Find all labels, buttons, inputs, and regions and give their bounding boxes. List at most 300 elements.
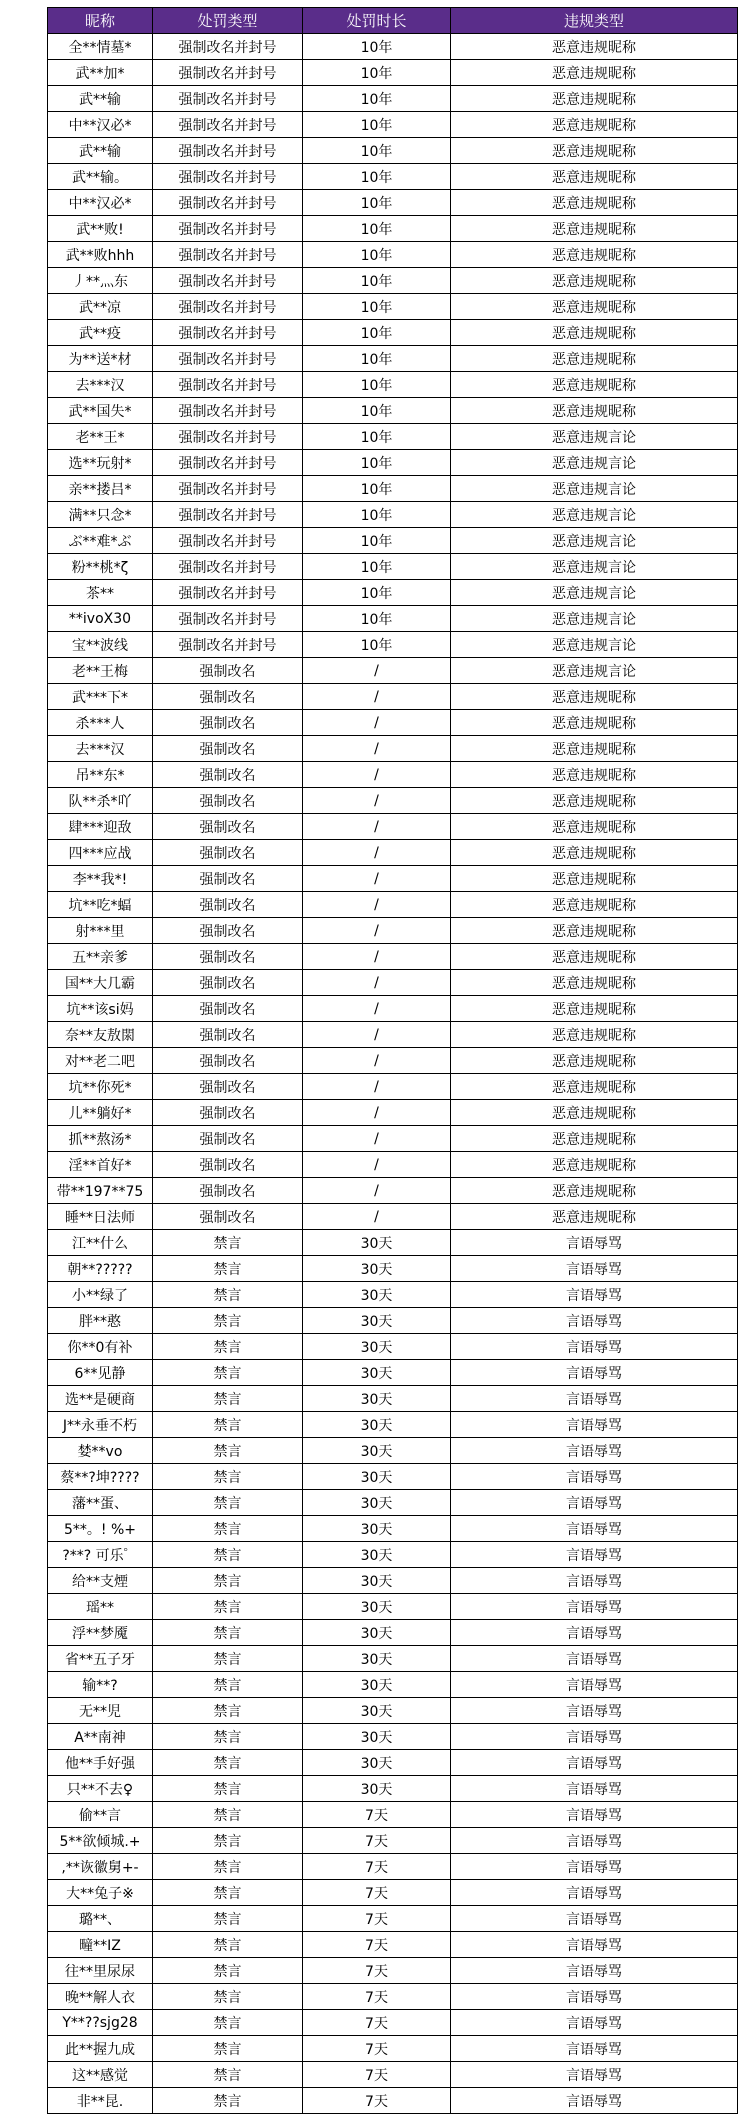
cell-penalty-type: 强制改名 — [153, 866, 303, 892]
cell-nickname: 选**是硬商 — [48, 1386, 153, 1412]
cell-nickname: 往**里尿尿 — [48, 1958, 153, 1984]
table-row — [48, 1516, 738, 1542]
cell-nickname: 抓**熬汤* — [48, 1126, 153, 1152]
cell-nickname: 6**见静 — [48, 1360, 153, 1386]
cell-penalty-duration: / — [303, 996, 451, 1022]
cell-nickname: 满**只念* — [48, 502, 153, 528]
cell-nickname: 大**兔子※ — [48, 1880, 153, 1906]
cell-penalty-duration: 7天 — [303, 2036, 451, 2062]
cell-violation-type: 言语辱骂 — [451, 2088, 738, 2114]
table-row — [48, 1594, 738, 1620]
cell-violation-type: 恶意违规昵称 — [451, 788, 738, 814]
cell-nickname: 粉**桃*ζ — [48, 554, 153, 580]
cell-violation-type: 言语辱骂 — [451, 1958, 738, 1984]
cell-penalty-duration: 30天 — [303, 1334, 451, 1360]
cell-violation-type: 言语辱骂 — [451, 1594, 738, 1620]
cell-penalty-type: 禁言 — [153, 1880, 303, 1906]
cell-penalty-duration: 30天 — [303, 1594, 451, 1620]
table-row — [48, 2036, 738, 2062]
cell-violation-type: 恶意违规昵称 — [451, 1022, 738, 1048]
cell-penalty-type: 强制改名 — [153, 840, 303, 866]
cell-nickname: 武**败! — [48, 216, 153, 242]
table-row — [48, 1776, 738, 1802]
cell-penalty-duration: 10年 — [303, 86, 451, 112]
cell-penalty-duration: 7天 — [303, 1958, 451, 1984]
cell-penalty-duration: 7天 — [303, 1906, 451, 1932]
table-row — [48, 346, 738, 372]
table-row — [48, 1542, 738, 1568]
cell-penalty-type: 禁言 — [153, 2036, 303, 2062]
cell-penalty-duration: / — [303, 762, 451, 788]
table-row — [48, 1152, 738, 1178]
cell-violation-type: 言语辱骂 — [451, 1334, 738, 1360]
table-row — [48, 840, 738, 866]
table-row — [48, 580, 738, 606]
cell-nickname: 晚**解人衣 — [48, 1984, 153, 2010]
table-row — [48, 866, 738, 892]
cell-nickname: 射***里 — [48, 918, 153, 944]
cell-penalty-type: 禁言 — [153, 1854, 303, 1880]
cell-penalty-type: 强制改名并封号 — [153, 632, 303, 658]
cell-nickname: 选**玩射* — [48, 450, 153, 476]
table-row — [48, 606, 738, 632]
table-row — [48, 1204, 738, 1230]
cell-penalty-duration: 10年 — [303, 242, 451, 268]
cell-penalty-duration: / — [303, 918, 451, 944]
cell-penalty-type: 禁言 — [153, 1724, 303, 1750]
table-row — [48, 918, 738, 944]
cell-penalty-type: 禁言 — [153, 2010, 303, 2036]
table-row — [48, 1308, 738, 1334]
table-row — [48, 684, 738, 710]
cell-violation-type: 言语辱骂 — [451, 1698, 738, 1724]
cell-penalty-duration: 10年 — [303, 580, 451, 606]
cell-nickname: 茶** — [48, 580, 153, 606]
table-row — [48, 1802, 738, 1828]
table-row — [48, 1880, 738, 1906]
cell-penalty-duration: / — [303, 1074, 451, 1100]
cell-penalty-type: 禁言 — [153, 1984, 303, 2010]
cell-nickname: 亲**搂吕* — [48, 476, 153, 502]
cell-penalty-type: 强制改名并封号 — [153, 528, 303, 554]
cell-violation-type: 恶意违规昵称 — [451, 866, 738, 892]
table-row — [48, 1906, 738, 1932]
cell-penalty-type: 强制改名并封号 — [153, 242, 303, 268]
cell-penalty-type: 禁言 — [153, 1672, 303, 1698]
cell-nickname: 为**送*材 — [48, 346, 153, 372]
cell-violation-type: 恶意违规言论 — [451, 632, 738, 658]
table-row — [48, 242, 738, 268]
cell-violation-type: 言语辱骂 — [451, 1932, 738, 1958]
cell-nickname: 他**手好强 — [48, 1750, 153, 1776]
cell-penalty-duration: 7天 — [303, 1932, 451, 1958]
cell-violation-type: 言语辱骂 — [451, 1880, 738, 1906]
table-row — [48, 320, 738, 346]
header-nickname: 昵称 — [48, 8, 153, 34]
cell-penalty-type: 强制改名 — [153, 1178, 303, 1204]
cell-penalty-type: 强制改名并封号 — [153, 398, 303, 424]
cell-violation-type: 言语辱骂 — [451, 1256, 738, 1282]
cell-penalty-duration: 30天 — [303, 1724, 451, 1750]
cell-violation-type: 言语辱骂 — [451, 1646, 738, 1672]
cell-penalty-type: 强制改名并封号 — [153, 34, 303, 60]
cell-penalty-duration: / — [303, 684, 451, 710]
cell-violation-type: 言语辱骂 — [451, 1386, 738, 1412]
cell-nickname: 李**我*! — [48, 866, 153, 892]
cell-penalty-duration: 7天 — [303, 1880, 451, 1906]
table-row — [48, 86, 738, 112]
cell-penalty-type: 禁言 — [153, 1802, 303, 1828]
cell-violation-type: 恶意违规言论 — [451, 528, 738, 554]
cell-penalty-type: 禁言 — [153, 1256, 303, 1282]
cell-violation-type: 恶意违规昵称 — [451, 996, 738, 1022]
table-row — [48, 60, 738, 86]
table-row — [48, 294, 738, 320]
cell-penalty-type: 禁言 — [153, 1906, 303, 1932]
cell-penalty-duration: 10年 — [303, 138, 451, 164]
header-violation-type: 违规类型 — [451, 8, 738, 34]
cell-penalty-duration: 30天 — [303, 1750, 451, 1776]
cell-penalty-duration: 10年 — [303, 372, 451, 398]
cell-penalty-type: 禁言 — [153, 1646, 303, 1672]
cell-penalty-duration: 10年 — [303, 346, 451, 372]
cell-penalty-duration: 10年 — [303, 632, 451, 658]
cell-penalty-type: 禁言 — [153, 1334, 303, 1360]
cell-nickname: A**南神 — [48, 1724, 153, 1750]
cell-penalty-duration: 7天 — [303, 2088, 451, 2114]
cell-nickname: 宝**波线 — [48, 632, 153, 658]
cell-penalty-duration: 10年 — [303, 554, 451, 580]
cell-penalty-duration: 10年 — [303, 60, 451, 86]
cell-nickname: 胖**憨 — [48, 1308, 153, 1334]
cell-penalty-duration: 7天 — [303, 1854, 451, 1880]
cell-violation-type: 恶意违规言论 — [451, 424, 738, 450]
cell-penalty-type: 禁言 — [153, 1542, 303, 1568]
cell-penalty-duration: 30天 — [303, 1490, 451, 1516]
cell-penalty-type: 强制改名并封号 — [153, 320, 303, 346]
table-row — [48, 112, 738, 138]
cell-violation-type: 恶意违规昵称 — [451, 398, 738, 424]
table-row — [48, 1100, 738, 1126]
cell-penalty-type: 禁言 — [153, 1412, 303, 1438]
cell-penalty-duration: / — [303, 1100, 451, 1126]
cell-nickname: 婪**vo — [48, 1438, 153, 1464]
table-row — [48, 1854, 738, 1880]
cell-violation-type: 恶意违规昵称 — [451, 918, 738, 944]
cell-penalty-type: 禁言 — [153, 1464, 303, 1490]
table-row — [48, 892, 738, 918]
table-row — [48, 502, 738, 528]
cell-nickname: 武**凉 — [48, 294, 153, 320]
table-row — [48, 1022, 738, 1048]
cell-violation-type: 恶意违规昵称 — [451, 684, 738, 710]
cell-violation-type: 恶意违规昵称 — [451, 710, 738, 736]
cell-penalty-type: 强制改名 — [153, 710, 303, 736]
table-row — [48, 1256, 738, 1282]
cell-nickname: 非**昆. — [48, 2088, 153, 2114]
cell-penalty-type: 禁言 — [153, 1438, 303, 1464]
cell-nickname: 淫**首好* — [48, 1152, 153, 1178]
cell-violation-type: 言语辱骂 — [451, 1854, 738, 1880]
penalty-table-container — [47, 7, 737, 2114]
cell-penalty-type: 强制改名 — [153, 918, 303, 944]
cell-nickname: 无**児 — [48, 1698, 153, 1724]
cell-penalty-type: 禁言 — [153, 1490, 303, 1516]
cell-violation-type: 言语辱骂 — [451, 1750, 738, 1776]
cell-violation-type: 言语辱骂 — [451, 1802, 738, 1828]
cell-nickname: 此**握九成 — [48, 2036, 153, 2062]
cell-nickname: 浮**梦魇 — [48, 1620, 153, 1646]
table-row — [48, 1230, 738, 1256]
table-row — [48, 528, 738, 554]
table-row — [48, 632, 738, 658]
cell-penalty-duration: / — [303, 1022, 451, 1048]
cell-penalty-type: 强制改名 — [153, 1074, 303, 1100]
table-row — [48, 476, 738, 502]
cell-penalty-duration: 30天 — [303, 1230, 451, 1256]
cell-penalty-type: 禁言 — [153, 1958, 303, 1984]
cell-penalty-duration: / — [303, 840, 451, 866]
header-penalty-type: 处罚类型 — [153, 8, 303, 34]
cell-penalty-duration: 10年 — [303, 398, 451, 424]
cell-penalty-type: 强制改名 — [153, 1204, 303, 1230]
cell-nickname: 睡**日法师 — [48, 1204, 153, 1230]
cell-nickname: 5**。! %+ — [48, 1516, 153, 1542]
table-row — [48, 1672, 738, 1698]
cell-nickname: 武**国失* — [48, 398, 153, 424]
header-row — [48, 8, 738, 34]
table-row — [48, 216, 738, 242]
table-row — [48, 1568, 738, 1594]
table-row — [48, 2062, 738, 2088]
cell-penalty-duration: / — [303, 970, 451, 996]
cell-penalty-duration: / — [303, 658, 451, 684]
table-row — [48, 736, 738, 762]
cell-nickname: ?**? 可乐゜ — [48, 1542, 153, 1568]
cell-violation-type: 言语辱骂 — [451, 1464, 738, 1490]
cell-nickname: 肆***迎敌 — [48, 814, 153, 840]
cell-penalty-duration: 7天 — [303, 1828, 451, 1854]
cell-violation-type: 恶意违规昵称 — [451, 970, 738, 996]
cell-penalty-type: 强制改名并封号 — [153, 476, 303, 502]
cell-nickname: 蔡**?坤???? — [48, 1464, 153, 1490]
cell-penalty-duration: 30天 — [303, 1672, 451, 1698]
cell-nickname: 奈**友敖閖 — [48, 1022, 153, 1048]
cell-penalty-type: 禁言 — [153, 1308, 303, 1334]
cell-penalty-type: 禁言 — [153, 1594, 303, 1620]
cell-violation-type: 恶意违规昵称 — [451, 892, 738, 918]
cell-penalty-type: 强制改名并封号 — [153, 294, 303, 320]
table-row — [48, 268, 738, 294]
cell-violation-type: 恶意违规昵称 — [451, 242, 738, 268]
cell-violation-type: 言语辱骂 — [451, 1906, 738, 1932]
cell-penalty-type: 禁言 — [153, 1828, 303, 1854]
table-row — [48, 1126, 738, 1152]
cell-violation-type: 言语辱骂 — [451, 1828, 738, 1854]
cell-nickname: 省**五子牙 — [48, 1646, 153, 1672]
cell-violation-type: 言语辱骂 — [451, 1412, 738, 1438]
cell-penalty-type: 禁言 — [153, 2088, 303, 2114]
table-row — [48, 164, 738, 190]
cell-nickname: 四***应战 — [48, 840, 153, 866]
table-row — [48, 658, 738, 684]
cell-nickname: 坑**你死* — [48, 1074, 153, 1100]
cell-penalty-duration: / — [303, 1126, 451, 1152]
cell-violation-type: 言语辱骂 — [451, 1776, 738, 1802]
cell-nickname: 武**加* — [48, 60, 153, 86]
table-row — [48, 788, 738, 814]
cell-violation-type: 恶意违规言论 — [451, 450, 738, 476]
cell-penalty-duration: 30天 — [303, 1412, 451, 1438]
cell-penalty-duration: 7天 — [303, 2062, 451, 2088]
cell-penalty-type: 强制改名并封号 — [153, 502, 303, 528]
cell-violation-type: 恶意违规昵称 — [451, 138, 738, 164]
cell-penalty-duration: 30天 — [303, 1438, 451, 1464]
cell-nickname: 你**0有补 — [48, 1334, 153, 1360]
cell-penalty-duration: / — [303, 892, 451, 918]
cell-penalty-duration: 10年 — [303, 294, 451, 320]
table-row — [48, 1828, 738, 1854]
cell-violation-type: 恶意违规昵称 — [451, 86, 738, 112]
cell-violation-type: 恶意违规昵称 — [451, 34, 738, 60]
cell-penalty-type: 强制改名并封号 — [153, 346, 303, 372]
cell-penalty-type: 禁言 — [153, 1776, 303, 1802]
cell-violation-type: 恶意违规言论 — [451, 658, 738, 684]
cell-penalty-type: 强制改名并封号 — [153, 60, 303, 86]
cell-penalty-duration: 10年 — [303, 164, 451, 190]
cell-penalty-duration: 10年 — [303, 528, 451, 554]
cell-nickname: 朝**????? — [48, 1256, 153, 1282]
table-row — [48, 1048, 738, 1074]
cell-violation-type: 恶意违规昵称 — [451, 372, 738, 398]
cell-penalty-duration: 30天 — [303, 1620, 451, 1646]
table-row — [48, 1932, 738, 1958]
cell-penalty-type: 禁言 — [153, 1516, 303, 1542]
cell-nickname: 五**亲爹 — [48, 944, 153, 970]
cell-nickname: J**永垂不朽 — [48, 1412, 153, 1438]
table-row — [48, 944, 738, 970]
cell-penalty-duration: / — [303, 788, 451, 814]
cell-nickname: 坑**该si妈 — [48, 996, 153, 1022]
cell-violation-type: 言语辱骂 — [451, 1438, 738, 1464]
cell-penalty-type: 禁言 — [153, 1568, 303, 1594]
cell-nickname: 江**什么 — [48, 1230, 153, 1256]
cell-violation-type: 言语辱骂 — [451, 2010, 738, 2036]
cell-penalty-duration: 10年 — [303, 476, 451, 502]
cell-violation-type: 恶意违规昵称 — [451, 164, 738, 190]
cell-penalty-type: 强制改名并封号 — [153, 190, 303, 216]
cell-penalty-type: 强制改名 — [153, 684, 303, 710]
cell-penalty-type: 强制改名 — [153, 1152, 303, 1178]
cell-violation-type: 言语辱骂 — [451, 1568, 738, 1594]
cell-nickname: 藩**蛋、 — [48, 1490, 153, 1516]
cell-penalty-type: 强制改名并封号 — [153, 606, 303, 632]
cell-penalty-type: 强制改名并封号 — [153, 424, 303, 450]
cell-violation-type: 恶意违规昵称 — [451, 762, 738, 788]
cell-violation-type: 言语辱骂 — [451, 1984, 738, 2010]
table-row — [48, 372, 738, 398]
cell-penalty-duration: 30天 — [303, 1308, 451, 1334]
cell-violation-type: 言语辱骂 — [451, 1230, 738, 1256]
cell-nickname: 中**汉必* — [48, 112, 153, 138]
cell-violation-type: 恶意违规昵称 — [451, 294, 738, 320]
cell-penalty-type: 强制改名 — [153, 970, 303, 996]
table-row — [48, 1958, 738, 1984]
cell-nickname: 儿**躺好* — [48, 1100, 153, 1126]
cell-penalty-duration: 10年 — [303, 424, 451, 450]
table-row — [48, 1464, 738, 1490]
cell-violation-type: 恶意违规昵称 — [451, 60, 738, 86]
cell-penalty-type: 禁言 — [153, 1750, 303, 1776]
cell-violation-type: 恶意违规言论 — [451, 606, 738, 632]
cell-penalty-type: 禁言 — [153, 1620, 303, 1646]
cell-penalty-duration: / — [303, 1048, 451, 1074]
cell-penalty-type: 强制改名并封号 — [153, 86, 303, 112]
cell-penalty-type: 禁言 — [153, 1282, 303, 1308]
cell-nickname: 坑**吃*蝠 — [48, 892, 153, 918]
cell-nickname: **ivoX30 — [48, 606, 153, 632]
cell-penalty-type: 强制改名并封号 — [153, 580, 303, 606]
cell-penalty-type: 强制改名 — [153, 658, 303, 684]
cell-penalty-type: 强制改名并封号 — [153, 112, 303, 138]
cell-violation-type: 恶意违规言论 — [451, 580, 738, 606]
table-row — [48, 1412, 738, 1438]
cell-penalty-duration: / — [303, 1204, 451, 1230]
cell-violation-type: 恶意违规昵称 — [451, 814, 738, 840]
cell-nickname: 瑶** — [48, 1594, 153, 1620]
table-row — [48, 814, 738, 840]
table-row — [48, 996, 738, 1022]
cell-violation-type: 恶意违规言论 — [451, 502, 738, 528]
cell-penalty-duration: 30天 — [303, 1464, 451, 1490]
cell-penalty-type: 强制改名 — [153, 762, 303, 788]
cell-penalty-type: 禁言 — [153, 1360, 303, 1386]
cell-nickname: 丿**灬东 — [48, 268, 153, 294]
table-row — [48, 1438, 738, 1464]
cell-violation-type: 言语辱骂 — [451, 1542, 738, 1568]
cell-penalty-type: 强制改名 — [153, 736, 303, 762]
cell-penalty-type: 禁言 — [153, 1230, 303, 1256]
cell-penalty-type: 强制改名 — [153, 944, 303, 970]
cell-violation-type: 恶意违规昵称 — [451, 1126, 738, 1152]
cell-violation-type: 言语辱骂 — [451, 2036, 738, 2062]
cell-penalty-duration: 10年 — [303, 450, 451, 476]
table-row — [48, 1724, 738, 1750]
cell-nickname: 杀***人 — [48, 710, 153, 736]
table-row — [48, 762, 738, 788]
cell-penalty-type: 强制改名并封号 — [153, 164, 303, 190]
cell-nickname: 偷**言 — [48, 1802, 153, 1828]
cell-penalty-duration: 30天 — [303, 1568, 451, 1594]
cell-nickname: 武***下* — [48, 684, 153, 710]
cell-penalty-duration: 30天 — [303, 1360, 451, 1386]
cell-penalty-type: 强制改名并封号 — [153, 450, 303, 476]
cell-violation-type: 恶意违规昵称 — [451, 346, 738, 372]
table-row — [48, 1984, 738, 2010]
table-row — [48, 970, 738, 996]
cell-violation-type: 恶意违规昵称 — [451, 1152, 738, 1178]
cell-nickname: 武**败hhh — [48, 242, 153, 268]
table-row — [48, 1386, 738, 1412]
cell-penalty-duration: 10年 — [303, 190, 451, 216]
table-row — [48, 710, 738, 736]
cell-violation-type: 恶意违规昵称 — [451, 840, 738, 866]
cell-penalty-duration: 7天 — [303, 1802, 451, 1828]
cell-violation-type: 恶意违规昵称 — [451, 1178, 738, 1204]
cell-penalty-duration: 30天 — [303, 1256, 451, 1282]
cell-penalty-type: 强制改名 — [153, 1100, 303, 1126]
cell-violation-type: 恶意违规昵称 — [451, 1204, 738, 1230]
